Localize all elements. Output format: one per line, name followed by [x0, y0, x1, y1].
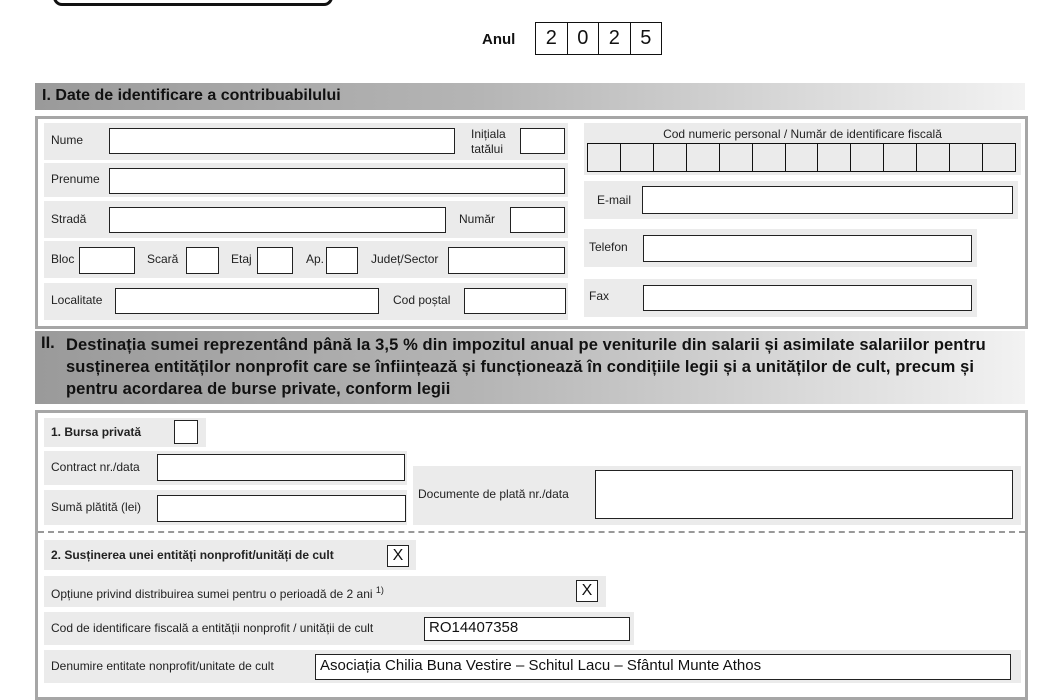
- scara-label: Scară: [147, 252, 179, 266]
- sustinere-checkmark: X: [392, 547, 404, 564]
- initiala-label-2: tatălui: [471, 142, 504, 156]
- localitate-label: Localitate: [51, 293, 103, 307]
- section-2-number: II.: [41, 334, 55, 352]
- judet-input[interactable]: [448, 247, 565, 274]
- year-digit: 0: [568, 23, 600, 54]
- optiune-checkbox[interactable]: [576, 580, 598, 602]
- documente-input[interactable]: [595, 470, 1013, 519]
- dashed-separator: [38, 531, 1025, 533]
- etaj-label: Etaj: [231, 252, 252, 266]
- codpostal-input[interactable]: [464, 288, 566, 314]
- sustinere-checkbox[interactable]: [387, 545, 409, 567]
- optiune-footnote: 1): [375, 585, 384, 595]
- year-digit: 2: [599, 23, 631, 54]
- strada-label: Stradă: [51, 212, 87, 226]
- suma-input[interactable]: [157, 495, 406, 522]
- optiune-label: [51, 585, 384, 601]
- initiala-label: Inițiala: [471, 127, 506, 141]
- localitate-input[interactable]: [115, 288, 379, 314]
- suma-label: Sumă plătită (lei): [51, 500, 142, 514]
- denumire-label: Denumire entitate nonprofit/unitate de cult: [51, 659, 274, 673]
- telefon-input[interactable]: [643, 235, 972, 262]
- prenume-input[interactable]: [109, 168, 565, 194]
- prenume-label: Prenume: [51, 172, 100, 186]
- fax-input[interactable]: [643, 285, 972, 311]
- codpostal-label: Cod poștal: [393, 293, 451, 307]
- section-2-title: Destinația sumei reprezentând până la 3,5 % din impozitul anual pe veniturile din salarii și asimilate salariilor pentru susținerea entităților nonprofit care se înființează și funcționează în condițiile legii și a unităților de cult, precum și pentru acordarea de burse private, conform legii: [66, 336, 986, 398]
- section-1-header: [35, 83, 1025, 110]
- top-box-fragment: [53, 0, 333, 6]
- judet-label: Județ/Sector: [371, 252, 439, 266]
- initiala-input[interactable]: [520, 128, 565, 154]
- cnp-label: Cod numeric personal / Număr de identificare fiscală: [663, 127, 942, 141]
- telefon-label: Telefon: [589, 240, 628, 254]
- cnp-field[interactable]: [587, 143, 1016, 172]
- nume-input[interactable]: [109, 128, 455, 154]
- email-label: E-mail: [597, 193, 632, 207]
- nume-label: Nume: [51, 133, 84, 147]
- year-digit: 2: [536, 23, 568, 54]
- fax-label: Fax: [589, 289, 610, 303]
- optiune-text: Opțiune privind distribuirea sumei pentru o perioadă de 2 ani: [51, 587, 373, 601]
- numar-input[interactable]: [510, 207, 565, 233]
- cif-label: Cod de identificare fiscală a entității nonprofit / unității de cult: [51, 621, 374, 635]
- sustinere-label: 2. Susținerea unei entități nonprofit/unități de cult: [51, 548, 334, 562]
- section-2-header: [35, 331, 1025, 404]
- year-field[interactable]: [535, 22, 662, 55]
- email-input[interactable]: [642, 186, 1013, 214]
- ap-input[interactable]: [326, 247, 358, 274]
- bursa-checkbox[interactable]: [174, 420, 198, 444]
- year-label: Anul: [482, 31, 516, 48]
- cif-input[interactable]: RO14407358: [424, 617, 630, 641]
- year-digit: 5: [640, 27, 652, 49]
- ap-label: Ap.: [306, 252, 325, 266]
- bursa-label: 1. Bursa privată: [51, 425, 142, 439]
- numar-label: Număr: [459, 212, 496, 226]
- contract-input[interactable]: [157, 454, 405, 481]
- bloc-label: Bloc: [51, 252, 75, 266]
- optiune-checkmark: X: [581, 582, 593, 599]
- strada-input[interactable]: [109, 207, 446, 233]
- contract-label: Contract nr./data: [51, 460, 140, 474]
- documente-label: Documente de plată nr./data: [418, 487, 569, 501]
- etaj-input[interactable]: [257, 247, 293, 274]
- bloc-input[interactable]: [79, 247, 135, 274]
- denumire-input[interactable]: Asociația Chilia Buna Vestire – Schitul Lacu – Sfântul Munte Athos: [315, 654, 1011, 680]
- scara-input[interactable]: [186, 247, 219, 274]
- section-1-title: I. Date de identificare a contribuabilului: [42, 87, 341, 104]
